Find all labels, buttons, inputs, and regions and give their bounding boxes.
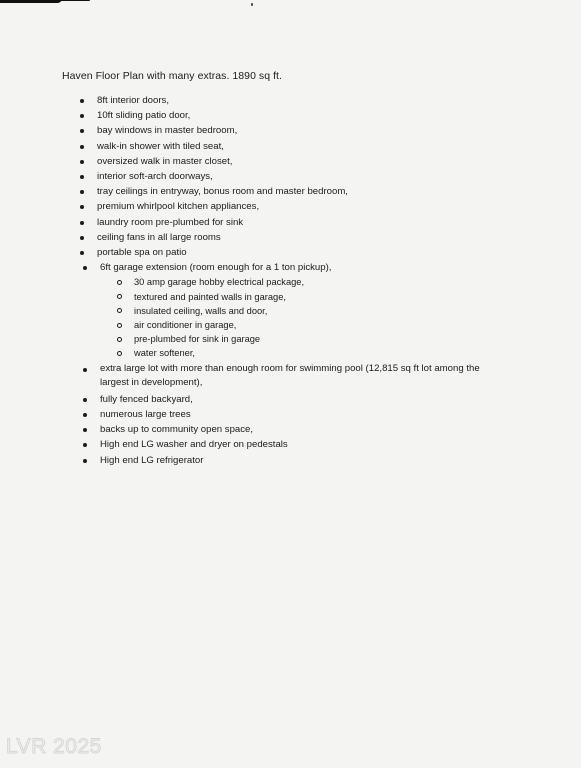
sub-list-item-text: water softener, — [134, 348, 195, 359]
list-item-text: 10ft sliding patio door, — [97, 110, 191, 122]
list-item — [0, 392, 581, 407]
list-item — [0, 245, 581, 260]
list-item-text: 6ft garage extension (room enough for a 1 ton pickup), — [100, 262, 332, 274]
bullet-icon — [83, 428, 87, 432]
list-item — [0, 215, 581, 230]
list-item-text: portable spa on patio — [97, 247, 187, 259]
watermark: LVR 2025 — [6, 735, 102, 758]
bullet-icon — [83, 266, 87, 270]
list-item — [0, 93, 581, 108]
sub-list-item-text: textured and painted walls in garage, — [134, 291, 286, 302]
bullet-icon — [80, 190, 84, 194]
bullet-icon — [83, 443, 87, 447]
list-item-text: walk-in shower with tiled seat, — [97, 140, 224, 152]
document-title: Haven Floor Plan with many extras. 1890 sq ft. — [62, 70, 282, 82]
bullet-icon — [83, 413, 87, 417]
list-item-text: extra large lot with more than enough room for swimming pool (12,815 sq ft lot among the largest in development), — [100, 362, 480, 389]
list-item-text: oversized walk in master closet, — [97, 155, 233, 167]
list-item — [0, 453, 581, 468]
sub-list-item-text: pre-plumbed for sink in garage — [134, 334, 261, 345]
list-item — [0, 361, 510, 392]
list-item — [0, 422, 581, 437]
circle-bullet-icon — [117, 337, 122, 342]
bullet-icon — [80, 251, 84, 255]
sub-list-item-text: air conditioner in garage, — [134, 320, 237, 331]
list-item-text: High end LG washer and dryer on pedestals — [100, 439, 288, 451]
feature-list — [0, 93, 581, 468]
circle-bullet-icon — [117, 308, 122, 313]
list-item — [0, 230, 581, 245]
garage-sub-list-wrapper — [0, 275, 581, 360]
circle-bullet-icon — [117, 351, 122, 356]
circle-bullet-icon — [117, 323, 122, 328]
list-item-text: bay windows in master bedroom, — [97, 125, 238, 137]
list-item — [0, 169, 581, 184]
bullet-icon — [80, 236, 84, 240]
sub-list-item — [0, 346, 581, 360]
list-item-text: laundry room pre-plumbed for sink — [97, 216, 244, 228]
list-item — [0, 184, 581, 199]
list-item-text: fully fenced backyard, — [100, 393, 193, 405]
sub-list-item — [0, 332, 581, 346]
list-item — [0, 154, 581, 169]
bullet-icon — [83, 459, 87, 463]
list-item-text: interior soft-arch doorways, — [97, 171, 213, 183]
list-item — [0, 199, 581, 214]
bullet-icon — [80, 160, 84, 164]
list-item — [0, 260, 581, 275]
list-item — [0, 123, 581, 138]
list-item — [0, 139, 581, 154]
bullet-icon — [80, 145, 84, 149]
bullet-icon — [80, 221, 84, 225]
sub-list-item — [0, 304, 581, 318]
list-item — [0, 407, 581, 422]
circle-bullet-icon — [117, 294, 122, 299]
list-item — [0, 108, 581, 123]
page-edge-mark — [0, 0, 62, 3]
list-item-text: High end LG refrigerator — [100, 454, 204, 466]
circle-bullet-icon — [117, 280, 122, 285]
sub-list-item — [0, 318, 581, 332]
bullet-icon — [80, 114, 84, 118]
sub-list-item-text: insulated ceiling, walls and door, — [134, 305, 268, 316]
bullet-icon — [80, 205, 84, 209]
list-item-text: premium whirlpool kitchen appliances, — [97, 201, 260, 213]
bullet-icon — [80, 175, 84, 179]
list-item-text: 8ft interior doors, — [97, 95, 169, 106]
sub-list-item — [0, 275, 581, 289]
list-item-text: ceiling fans in all large rooms — [97, 231, 221, 243]
garage-sub-list — [0, 275, 581, 360]
list-item-text: numerous large trees — [100, 409, 191, 421]
list-item-text: tray ceilings in entryway, bonus room and master bedroom, — [97, 186, 348, 198]
scan-speck — [251, 3, 253, 6]
sub-list-item — [0, 290, 581, 304]
bullet-icon — [80, 99, 84, 103]
sub-list-item-text: 30 amp garage hobby electrical package, — [134, 277, 305, 288]
list-item — [0, 437, 581, 452]
list-item-text: backs up to community open space, — [100, 424, 254, 436]
bullet-icon — [83, 368, 87, 372]
bullet-icon — [83, 398, 87, 402]
bullet-icon — [80, 129, 84, 133]
